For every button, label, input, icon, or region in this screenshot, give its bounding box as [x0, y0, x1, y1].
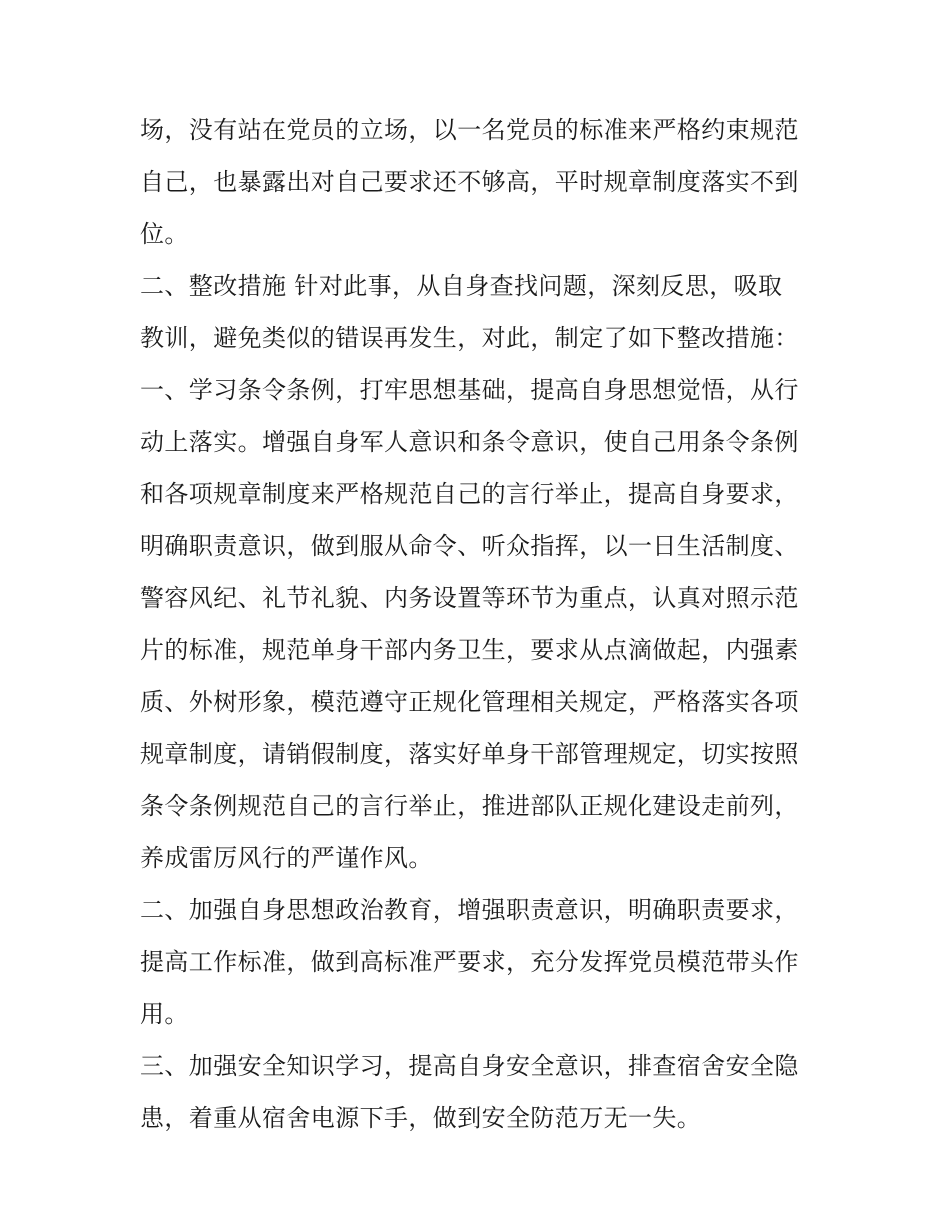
text-line: 和各项规章制度来严格规范自己的言行举止，提高自身要求， [140, 480, 799, 508]
text-line: 一、学习条令条例，打牢思想基础，提高自身思想觉悟，从行 [140, 376, 799, 404]
text-line: 警容风纪、礼节礼貌、内务设置等环节为重点，认真对照示范 [140, 584, 799, 612]
text-line: 用。 [140, 1000, 189, 1028]
text-line: 二、整改措施 针对此事，从自身查找问题，深刻反思，吸取 [140, 272, 783, 300]
text-line: 动上落实。增强自身军人意识和条令意识，使自己用条令条例 [140, 428, 799, 456]
text-line: 明确职责意识，做到服从命令、听众指挥，以一日生活制度、 [140, 532, 799, 560]
text-line: 患，着重从宿舍电源下手，做到安全防范万无一失。 [140, 1104, 702, 1132]
text-line: 三、加强安全知识学习，提高自身安全意识，排查宿舍安全隐 [140, 1052, 799, 1080]
text-line: 教训，避免类似的错误再发生，对此，制定了如下整改措施： [140, 324, 799, 352]
text-line: 自己，也暴露出对自己要求还不够高，平时规章制度落实不到 [140, 168, 799, 196]
text-line: 规章制度，请销假制度，落实好单身干部管理规定，切实按照 [140, 740, 799, 768]
text-line: 条令条例规范自己的言行举止，推进部队正规化建设走前列， [140, 792, 799, 820]
text-line: 质、外树形象，模范遵守正规化管理相关规定，严格落实各项 [140, 688, 799, 716]
text-line: 位。 [140, 220, 189, 248]
text-line: 养成雷厉风行的严谨作风。 [140, 844, 433, 872]
text-line: 提高工作标准，做到高标准严要求，充分发挥党员模范带头作 [140, 948, 799, 976]
body-text [140, 104, 830, 1144]
text-line: 片的标准，规范单身干部内务卫生，要求从点滴做起，内强素 [140, 636, 799, 664]
text-line: 场，没有站在党员的立场，以一名党员的标准来严格约束规范 [140, 116, 799, 144]
text-line: 二、加强自身思想政治教育，增强职责意识，明确职责要求， [140, 896, 799, 924]
